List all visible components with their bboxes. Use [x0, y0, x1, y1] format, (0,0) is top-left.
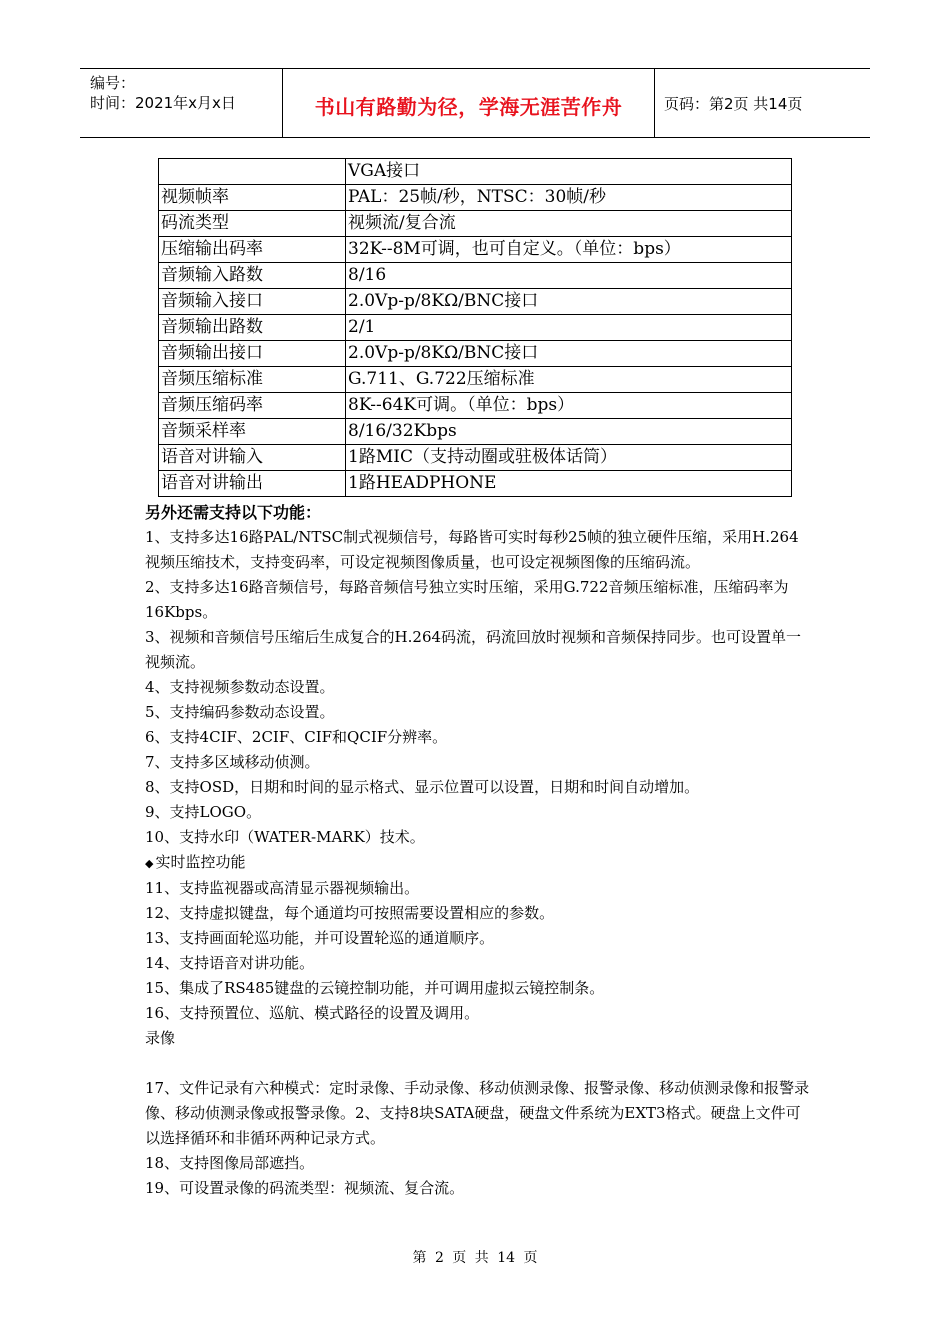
spec-value: 8/16	[346, 263, 792, 289]
table-row	[159, 289, 792, 315]
spec-table	[158, 158, 792, 497]
spec-value: 2.0Vp-p/8KΩ/BNC接口	[346, 289, 792, 315]
table-row	[159, 393, 792, 419]
section-subhead: 另外还需支持以下功能：	[145, 503, 322, 522]
spec-name	[159, 159, 346, 185]
header-motto: 书山有路勤为径，学海无涯苦作舟	[314, 95, 623, 119]
list-item: 6、支持4CIF、2CIF、CIF和QCIF分辨率。	[145, 728, 448, 746]
page-header	[80, 68, 870, 138]
spec-name: 音频压缩码率	[159, 393, 346, 419]
record-heading: 录像	[145, 1029, 176, 1047]
list-item: 15、集成了RS485键盘的云镜控制功能，并可调用虚拟云镜控制条。	[145, 979, 605, 997]
monitor-heading: ◆ 实时监控功能	[145, 850, 810, 876]
header-page-number: 页码：第2页 共14页	[664, 95, 803, 113]
spec-name: 视频帧率	[159, 185, 346, 211]
spec-value: VGA接口	[346, 159, 792, 185]
list-item: 17、文件记录有六种模式：定时录像、手动录像、移动侦测录像、报警录像、移动侦测录像和报警录像、移动侦测录像或报警录像。2、支持8块SATA硬盘，硬盘文件系统为EXT3格式。硬盘上文件可以选择循环和非循环两种记录方式。	[145, 1079, 810, 1147]
list-item: 12、支持虚拟键盘，每个通道均可按照需要设置相应的参数。	[145, 904, 555, 922]
spec-name: 音频输出路数	[159, 315, 346, 341]
table-row	[159, 237, 792, 263]
list-item: 7、支持多区域移动侦测。	[145, 753, 320, 771]
list-item: 16、支持预置位、巡航、模式路径的设置及调用。	[145, 1004, 480, 1022]
spec-name: 音频压缩标准	[159, 367, 346, 393]
table-row	[159, 211, 792, 237]
header-meta	[90, 73, 236, 113]
table-row	[159, 367, 792, 393]
header-divider	[654, 69, 655, 137]
spec-value: 1路HEADPHONE	[346, 471, 792, 497]
table-row	[159, 445, 792, 471]
list-item: 2、支持多达16路音频信号，每路音频信号独立实时压缩，采用G.722音频压缩标准，压缩码率为16Kbps。	[145, 578, 789, 621]
spec-name: 音频输出接口	[159, 341, 346, 367]
list-item: 5、支持编码参数动态设置。	[145, 703, 335, 721]
spec-value: 1路MIC（支持动圈或驻极体话筒）	[346, 445, 792, 471]
list-item: 9、支持LOGO。	[145, 803, 262, 821]
spec-value: 2/1	[346, 315, 792, 341]
spec-name: 音频输入接口	[159, 289, 346, 315]
list-item: 1、支持多达16路PAL/NTSC制式视频信号，每路皆可实时每秒25帧的独立硬件压缩，采用H.264视频压缩技术，支持变码率，可设定视频图像质量，也可设定视频图像的压缩码流。	[145, 528, 799, 571]
table-row	[159, 341, 792, 367]
list-item: 8、支持OSD，日期和时间的显示格式、显示位置可以设置，日期和时间自动增加。	[145, 778, 700, 796]
spec-value: 8K--64K可调。（单位：bps）	[346, 393, 792, 419]
spec-value: 视频流/复合流	[346, 211, 792, 237]
table-row	[159, 159, 792, 185]
list-item: 10、支持水印（WATER-MARK）技术。	[145, 828, 425, 846]
document-number-label: 编号：	[90, 74, 136, 92]
spec-value: 32K--8M可调，也可自定义。（单位：bps）	[346, 237, 792, 263]
list-item: 11、支持监视器或高清显示器视频输出。	[145, 879, 420, 897]
document-time-label: 时间：2021年x月x日	[90, 94, 236, 112]
spec-value: G.711、G.722压缩标准	[346, 367, 792, 393]
list-item: 18、支持图像局部遮挡。	[145, 1154, 315, 1172]
table-row	[159, 263, 792, 289]
list-item: 19、可设置录像的码流类型：视频流、复合流。	[145, 1179, 465, 1197]
list-item: 3、视频和音频信号压缩后生成复合的H.264码流，码流回放时视频和音频保持同步。也可设置单一视频流。	[145, 628, 802, 671]
table-row	[159, 471, 792, 497]
spec-name: 音频采样率	[159, 419, 346, 445]
spec-value: PAL：25帧/秒，NTSC：30帧/秒	[346, 185, 792, 211]
list-item: 13、支持画面轮巡功能，并可设置轮巡的通道顺序。	[145, 929, 495, 947]
body-text	[145, 500, 810, 1201]
spec-name: 语音对讲输入	[159, 445, 346, 471]
list-item: 4、支持视频参数动态设置。	[145, 678, 335, 696]
table-row	[159, 419, 792, 445]
list-item: 14、支持语音对讲功能。	[145, 954, 315, 972]
spec-name: 压缩输出码率	[159, 237, 346, 263]
table-row	[159, 315, 792, 341]
spec-value: 2.0Vp-p/8KΩ/BNC接口	[346, 341, 792, 367]
page-footer: 第 2 页 共 14 页	[412, 1250, 538, 1266]
table-row	[159, 185, 792, 211]
spec-value: 8/16/32Kbps	[346, 419, 792, 445]
blank-line	[145, 1051, 810, 1076]
spec-name: 音频输入路数	[159, 263, 346, 289]
spec-name: 语音对讲输出	[159, 471, 346, 497]
spec-name: 码流类型	[159, 211, 346, 237]
